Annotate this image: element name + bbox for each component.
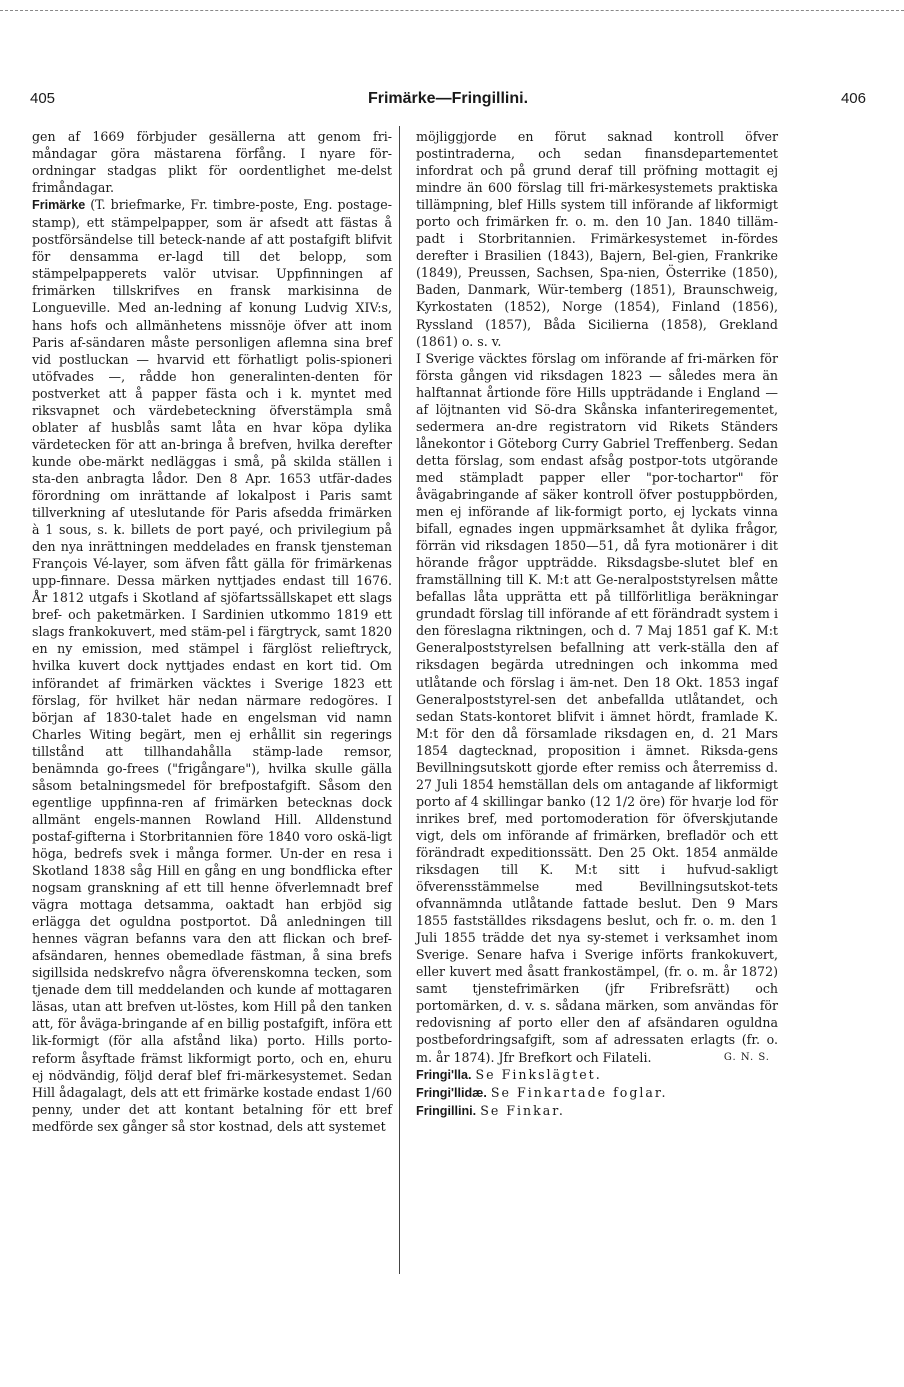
running-title: Frimärke—Fringillini. [367, 90, 529, 107]
entry-ref-fringillini: Se Finkar. [480, 1102, 565, 1118]
entry-fringillini [416, 1102, 778, 1120]
column-divider [399, 126, 400, 1274]
right-column [416, 128, 778, 1120]
entry-fringilla [416, 1066, 778, 1084]
entry-ref-fringilla: Se Finkslägtet. [475, 1066, 602, 1082]
left-page-number: 405 [30, 90, 56, 107]
entry-body-frimarke: (T. briefmarke, Fr. timbre-poste, Eng. postage-stamp), ett stämpelpapper, som är afsedt att fästas å postförsändelse till beteck-nande af att postafgift blifvit för densamma er-lagd till det belopp, som stämpelpapperets valör utvisar. Uppfinningen af frimärken tillskrifves en fransk markisinna de Longueville. Med an-ledning af konung Ludvig XIV:s, hans hofs och allmänhetens missnöje öfver att inom Paris af-sändaren måste personligen aflemna sina bref vid postluckan — hvarvid ett förhatligt polis-spioneri utöfvades —, rådde hon generalinten-denten för postverket att å papper fästa och i k. myntet med riksvapnet och värdebeteckning öfverstämpla små oblater af husblås samt låta en hvar köpa dylika värdetecken för att an-bringa å brefven, hvilka derefter kunde obe-märkt nedläggas i små, på skilda ställen i sta-den anbragta lådor. Den 8 Apr. 1653 utfär-dades förordning om inrättande af lokalpost i Paris samt tillverkning af uteslutande för Paris afsedda frimärken à 1 sous, s. k. billets de port payé, och privilegium på den nya inrättningen meddelades en fransk tjensteman François Vé-layer, som äfven fått gälla för frimärkenas upp-finnare. Dessa märken nyttjades endast till 1676. År 1812 utgafs i Skotland af sjöfartssällskapet ett slags bref- och paketmärken. I Sardinien utkommo 1819 ett slags frankokuvert, med stäm-pel i färgtryck, samt 1820 en ny emission, med stämpel i färglöst relieftryck, hvilka kuvert dock nyttjades endast en kort tid. Om införandet af frimärken väcktes i Sverige 1823 ett förslag, för hvilket här nedan närmare redogöres. I början af 1830-talet hade en engelsman vid namn Charles Witing begärt, men ej erhållit sin regerings tillstånd att tillhandahålla stämp-lade remsor, benämnda go-frees ("frigångare"), hvilka skulle gälla såsom betalningsmedel för brefpostafgift. Såsom den egentlige uppfinna-ren af frimärken betecknas dock allmänt engels-mannen Rowland Hill. Alldenstund postaf-gifterna i Storbritannien före 1840 voro oskä-ligt höga, bedrefs svek i många former. Un-der en resa i Skotland 1838 såg Hill en gång en ung bondflicka efter nogsam granskning af ett till henne öfverlemnadt bref vägra mottaga detsamma, oaktadt han erbjöd sig erlägga det oguldna postportot. Då anledningen till hennes vägran befanns vara den att flickan och bref-afsändaren, hennes obemedlade fästman, å sina brefs sigillsida nedskrefvo några öfverenskomna tecken, som tjenade dem till meddelanden och kunde af mottagaren läsas, utan att brefven ut-löstes, kom Hill på den tanken att, för åväga-bringande af en billig postafgift, införa ett lik-formigt (för alla afstånd lika) porto. Hills porto-reform åsyftade främst likformigt porto, och en, ehuru ej nödvändig, följd deraf blef fri-märkesystemet. Sedan Hill ådagalagt, dels att ett frimärke kostade endast 1/60 penny, under det att kontant betalning för ett bref medförde sex gånger så stor kostnad, dels att systemet [32, 197, 392, 1134]
author-signature: G. N. S. [723, 1051, 770, 1063]
entry-head-fringillidae: Fringi'llidæ. [416, 1085, 487, 1100]
right-paragraph-2-text: I Sverige väcktes förslag om införande af fri-märken för första gången vid riksdagen 1823 — således mera än halftannat årtionde före Hills uppträdande i England — af löjtnanten vid Sö-dra Skånska infanteriregementet, sedermera an-dre registratorn vid Rikets Ständers lånekontor i Göteborg Curry Gabriel Treffenberg. Sedan detta förslag, som endast afsåg postpor-tots utgörande med stämpladt papper eller "por-tochartor" för åvägabringande af säker kontroll öfver postuppbörden, men ej införande af lik-formigt porto, ej lyckats vinna bifall, egnades ingen uppmärksamhet åt dylika frågor, förrän vid riksdagen 1850—51, då fyra motionärer i dit hörande frågor uppträdde. Riksdagsbe-slutet blef en framställning till K. M:t att Ge-neralpoststyrelsen måtte befallas låta upprätta ett på tillförlitliga beräkningar grundadt förslag till införande af ett förändradt system i den föreslagna riktningen, och d. 7 Maj 1851 gaf K. M:t Generalpoststyrelsen befallning att verk-ställa den af riksdagen begärda utredningen och inkomma med utlåtande och förslag i äm-net. Den 18 Okt. 1853 ingaf Generalpoststyrel-sen det anbefallda utlåtandet, och sedan Stats-kontoret blifvit i ämnet hördt, framlade K. M:t för den då församlade riksdagen en, d. 21 Mars 1854 dagtecknad, proposition i ämnet. Riksda-gens Bevillningsutskott gjorde efter remiss och återremiss d. 27 Juli 1854 hemställan dels om antagande af likformigt porto af 4 skillingar banko (12 1/2 öre) för hvarje lod för inrikes bref, med portomoderation för öfverskjutande vigt, dels om införande af frimärken, brefladör och ett förändradt expeditionssätt. Den 25 Okt. 1854 anmälde riksdagen till K. M:t sitt i hufvud-sakligt öfverensstämmelse med Bevillningsutskot-tets ofvannämnda utlåtande fattade beslut. Den 9 Mars 1855 fastställdes riksdagens beslut, och fr. o. m. den 1 Juli 1855 trädde det nya sy-stemet i verksamhet inom Sverige. Senare hafva i Sverige införts frankokuvert, eller kuvert med åsatt frankostämpel, (fr. o. m. år 1872) samt tjenstefrimärken (jfr Fribrefsrätt) och portomärken, d. v. s. sådana märken, som användas för redovisning af porto eller den af afsändaren oguldna postbefordringsafgift, som af adressaten erlagts (fr. o. m. år 1874). Jfr Brefkort och Filateli. [416, 350, 778, 1065]
left-column [32, 128, 392, 1135]
entry-fringillidae [416, 1084, 778, 1102]
top-scan-border [0, 10, 904, 11]
left-paragraph-2 [32, 196, 392, 1135]
left-paragraph-1: gen af 1669 förbjuder gesällerna att genom fri-måndagar göra mästarena förfång. I nyare för-ordningar stadgas plikt för oordentlighet me-delst frimåndagar. [32, 129, 392, 196]
right-page-number: 406 [840, 90, 866, 107]
entry-head-fringillini: Fringillini. [416, 1103, 477, 1118]
entry-head-fringilla: Fringi'lla. [416, 1067, 472, 1082]
running-header [30, 90, 866, 114]
entry-head-frimarke: Frimärke [32, 198, 86, 213]
right-paragraph-1: möjliggjorde en förut saknad kontroll öfver postintraderna, och sedan finansdepartementet infordrat och på grund deraf till pröfning mottagit ej mindre än 600 förslag till fri-märkesystemets praktiska tillämpning, blef Hills system till införande af likformigt porto och frimärken fr. o. m. den 10 Jan. 1840 tilläm-padt i Storbritannien. Frimärkesystemet in-fördes derefter i Brasilien (1843), Bajern, Bel-gien, Frankrike (1849), Preussen, Sachsen, Spa-nien, Österrike (1850), Baden, Danmark, Wür-temberg (1851), Braunschweig, Kyrkostaten (1852), Norge (1854), Finland (1856), Ryssland (1857), Båda Sicilierna (1858), Grekland (1861) o. s. v. [416, 129, 778, 349]
entry-ref-fringillidae: Se Finkartade foglar. [490, 1084, 668, 1100]
right-paragraph-2 [416, 350, 778, 1066]
